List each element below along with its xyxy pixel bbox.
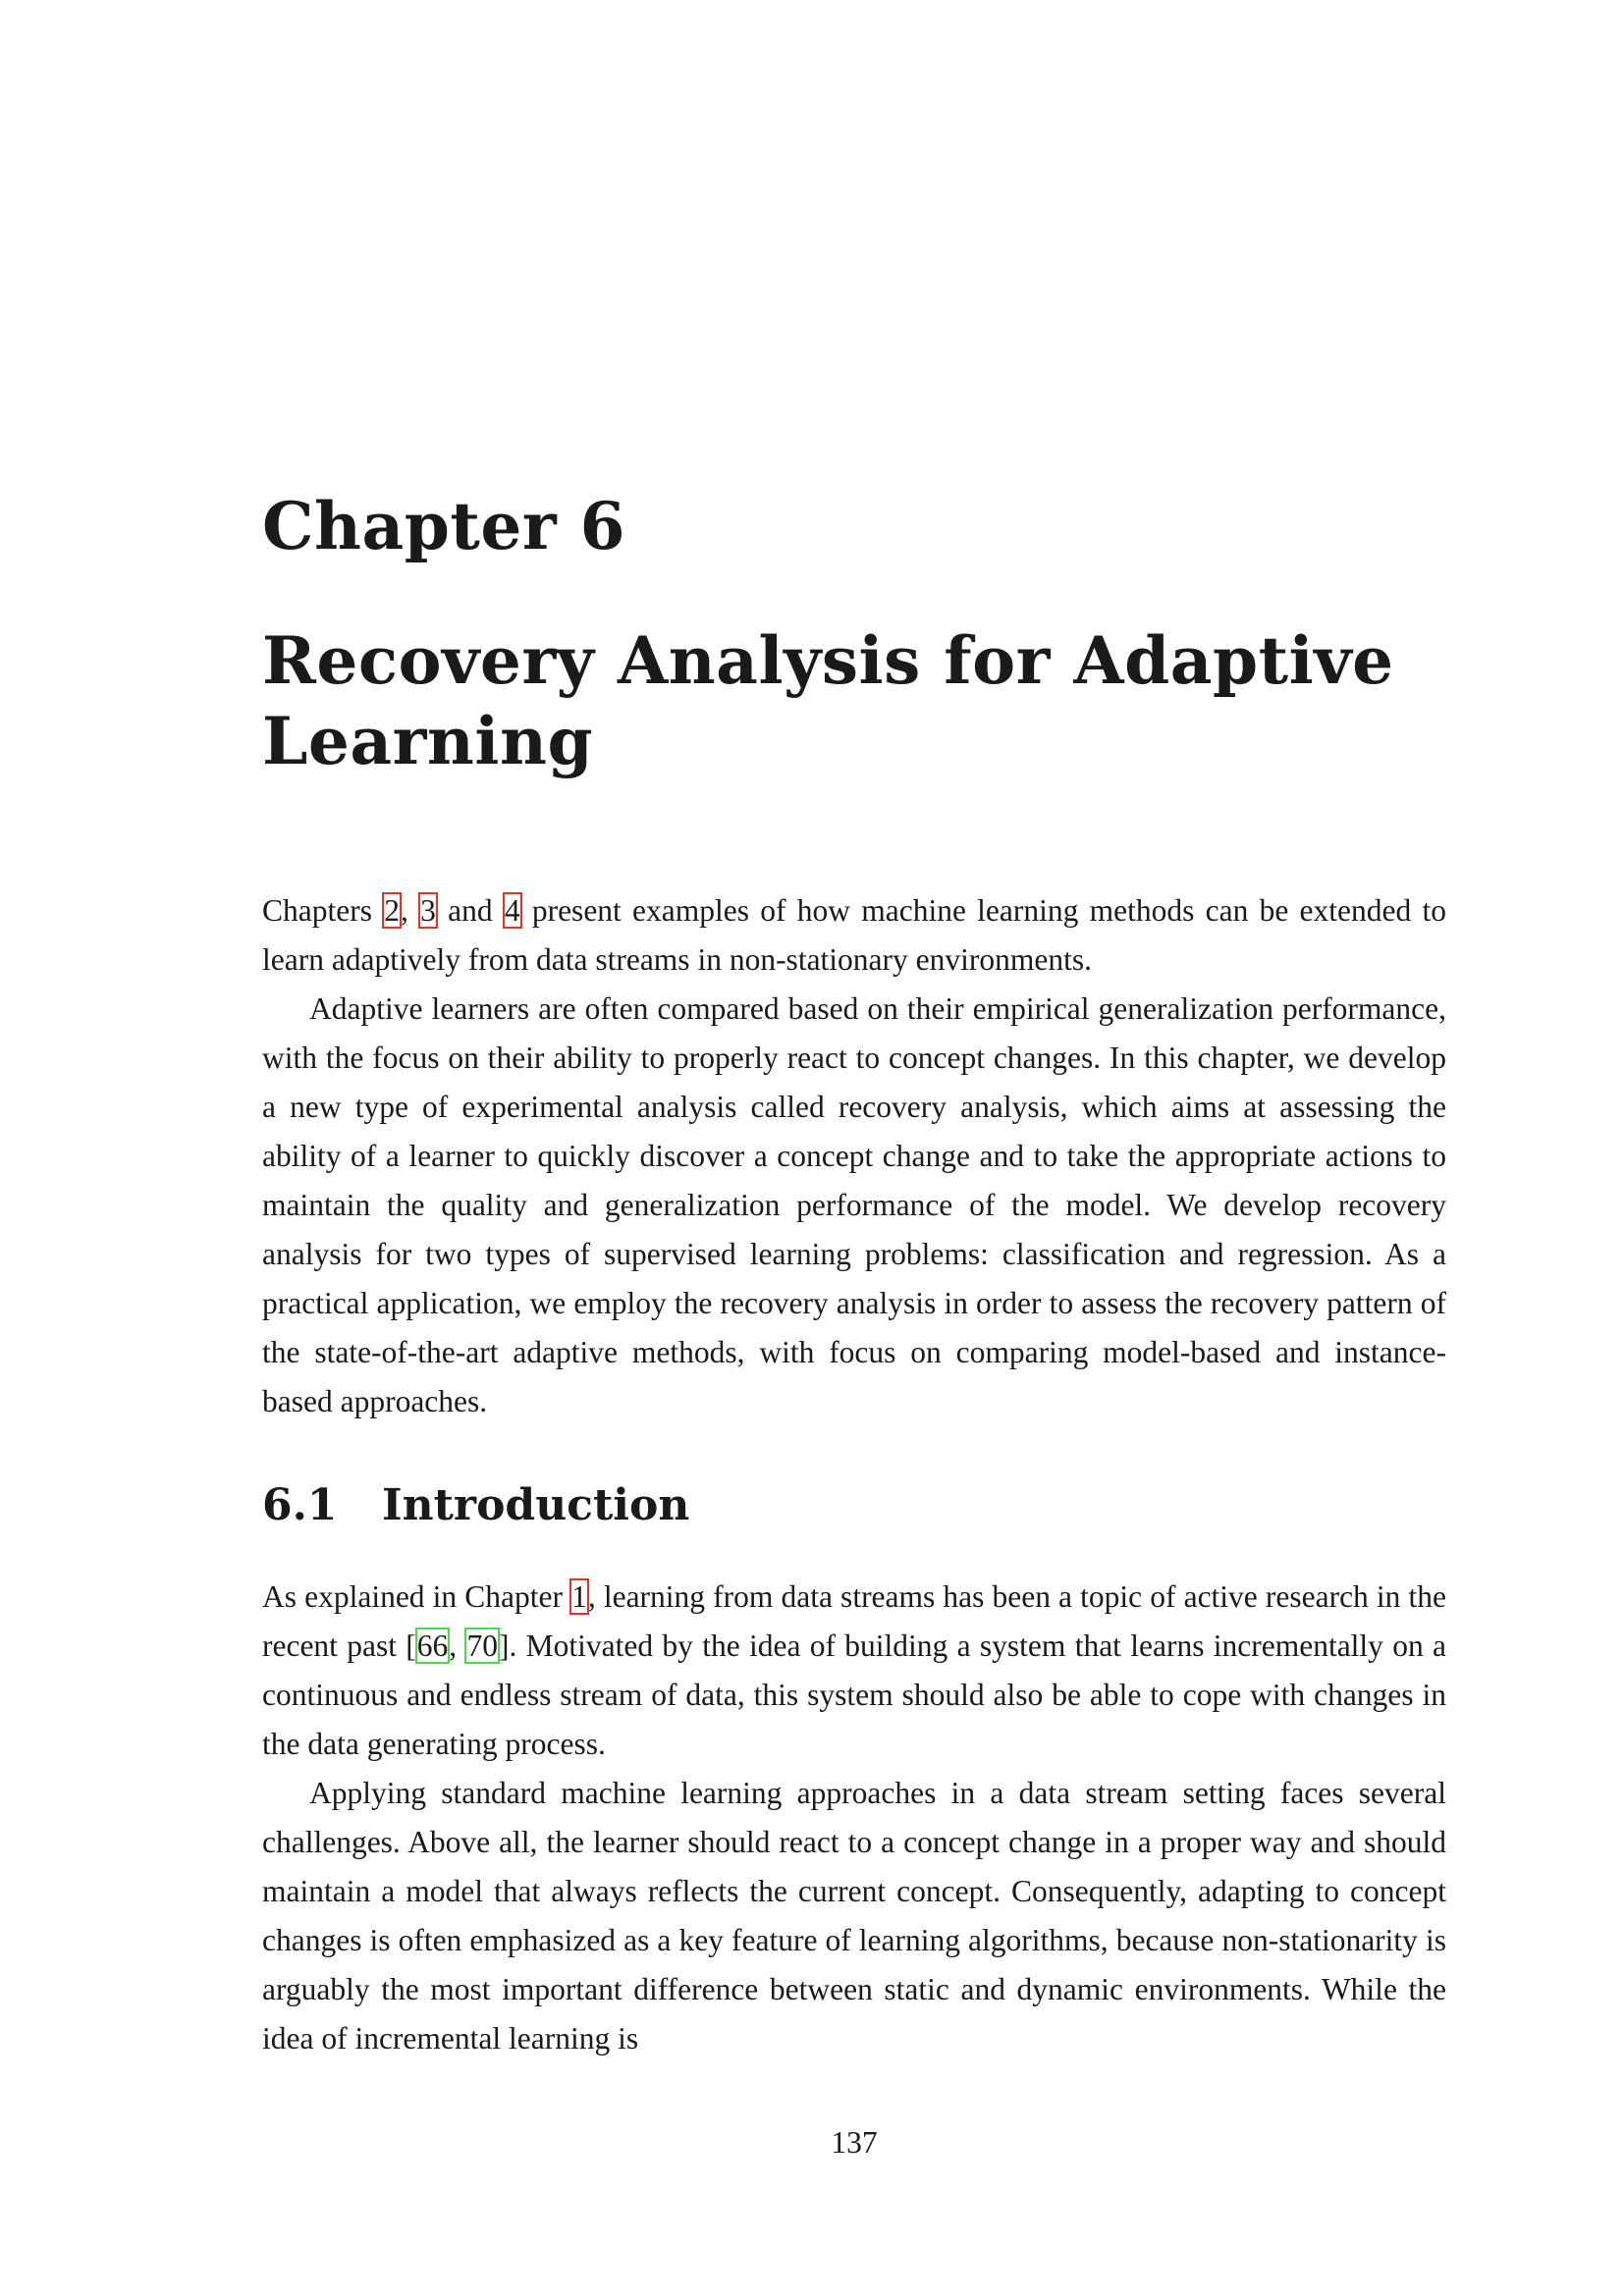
text-run: ]. Motivated by the idea of building a system that learns incrementally on a continuous and endless stream of data, this system should also be able to cope with changes in the data generating process. [262, 1629, 1447, 1761]
chapter-3-link[interactable]: 3 [420, 893, 436, 928]
citation-66-link[interactable]: 66 [416, 1629, 449, 1663]
text-run: and [436, 893, 504, 928]
section-body [262, 1573, 1446, 2063]
chapter-title: Recovery Analysis for Adaptive Learning [262, 622, 1394, 779]
text-run: , [400, 893, 420, 928]
intro-paragraph-2: Adaptive learners are often compared based on their empirical generalization performance, with the focus on their ability to properly react to concept changes. In this chapter, we develop a new type of experimental analysis called recovery analysis, which aims at assessing the ability of a learner to quickly discover a concept change and to take the appropriate actions to maintain the quality and generalization performance of the model. We develop recovery analysis for two types of supervised learning problems: classification and regression. As a practical application, we employ the recovery analysis in order to assess the recovery pattern of the state-of-the-art adaptive methods, with focus on comparing model-based and instance-based approaches. [262, 991, 1446, 1418]
chapter-1-link[interactable]: 1 [571, 1579, 587, 1614]
text-run: , [449, 1629, 466, 1663]
text-run: As explained in Chapter [262, 1579, 571, 1614]
intro-paragraph-1 [262, 886, 1446, 985]
page-number: 137 [831, 2125, 878, 2160]
section-title: Introduction [382, 1480, 690, 1530]
chapter-intro [262, 886, 1446, 1426]
text-run: Chapters [262, 893, 384, 928]
chapter-2-link[interactable]: 2 [384, 893, 400, 928]
text-run: present examples of how machine learning methods can be extended to learn adaptively from data streams in non-stationary environments. [262, 893, 1447, 977]
section-heading [262, 1476, 689, 1535]
section-number: 6.1 [262, 1480, 338, 1530]
section-paragraph-2: Applying standard machine learning approaches in a data stream setting faces several challenges. Above all, the learner should react to a concept change in a proper way and should maintain a model that always reflects the current concept. Consequently, adapting to concept changes is often emphasized as a key feature of learning algorithms, because non-stationarity is arguably the most important difference between static and dynamic environments. While the idea of incremental learning is [262, 1776, 1446, 2056]
chapter-4-link[interactable]: 4 [504, 893, 520, 928]
section-paragraph-1 [262, 1573, 1446, 1769]
citation-70-link[interactable]: 70 [466, 1629, 498, 1663]
chapter-label: Chapter 6 [262, 488, 626, 564]
text-run: , learning from data streams has been a topic of active research in the recent past [ [262, 1579, 1446, 1663]
